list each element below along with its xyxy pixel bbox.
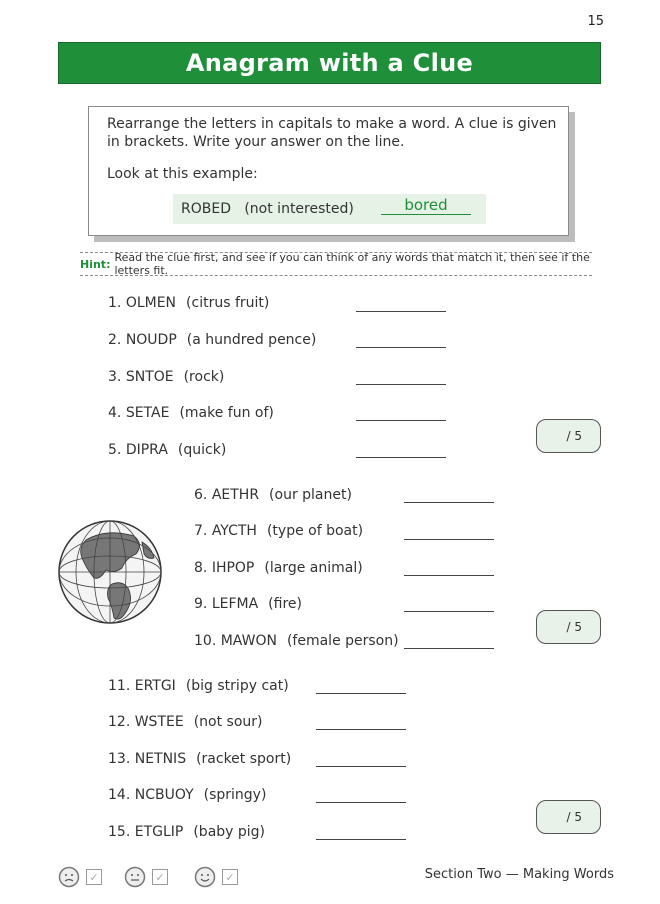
checkbox-icon[interactable]: ✓ [86, 869, 102, 885]
answer-line-15[interactable] [316, 839, 406, 840]
question-word: ETGLIP [134, 824, 184, 840]
instructions-line-1: Rearrange the letters in capitals to make a word. A clue is given [107, 116, 557, 132]
checkbox-icon[interactable]: ✓ [222, 869, 238, 885]
question-word: DIPRA [125, 442, 168, 458]
question-clue: (rock) [183, 369, 225, 385]
checkbox-icon[interactable]: ✓ [152, 869, 168, 885]
question-11 [108, 678, 289, 694]
self-assessment-sad[interactable] [58, 866, 102, 888]
answer-line-1[interactable] [356, 311, 446, 312]
question-14 [108, 787, 266, 803]
answer-line-11[interactable] [316, 693, 406, 694]
question-number: 14. [108, 787, 131, 803]
question-clue: (fire) [268, 596, 302, 612]
question-clue: (our planet) [269, 487, 352, 503]
answer-line-7[interactable] [404, 539, 494, 540]
answer-line-13[interactable] [316, 766, 406, 767]
answer-line-3[interactable] [356, 384, 446, 385]
instructions-box [88, 106, 569, 236]
question-number: 4. [108, 405, 122, 421]
happy-face-icon [194, 866, 216, 888]
question-clue: (citrus fruit) [186, 295, 270, 311]
question-clue: (springy) [203, 787, 267, 803]
question-number: 5. [108, 442, 122, 458]
question-word: NOUDP [125, 332, 177, 348]
answer-line-9[interactable] [404, 611, 494, 612]
question-9 [194, 596, 302, 612]
question-15 [108, 824, 265, 840]
example-answer: bored [381, 196, 471, 215]
question-word: IHPOP [211, 560, 255, 576]
hint-label: Hint: [80, 257, 111, 271]
example-text [181, 201, 354, 217]
answer-line-6[interactable] [404, 502, 494, 503]
question-6 [194, 487, 352, 503]
question-clue: (quick) [177, 442, 227, 458]
question-number: 2. [108, 332, 122, 348]
self-assessment-happy[interactable] [194, 866, 238, 888]
question-word: MAWON [220, 633, 277, 649]
question-word: LEFMA [211, 596, 259, 612]
question-13 [108, 751, 291, 767]
self-assessment-neutral[interactable] [124, 866, 168, 888]
question-clue: (make fun of) [179, 405, 274, 421]
question-number: 7. [194, 523, 208, 539]
question-clue: (baby pig) [193, 824, 266, 840]
question-number: 8. [194, 560, 208, 576]
hint-box [80, 252, 592, 276]
question-3 [108, 369, 224, 385]
globe-illustration [56, 518, 164, 626]
question-word: SNTOE [125, 369, 174, 385]
question-word: OLMEN [125, 295, 177, 311]
question-12 [108, 714, 263, 730]
question-word: AYCTH [211, 523, 257, 539]
instructions-line-3: Look at this example: [107, 166, 258, 182]
sad-face-icon [58, 866, 80, 888]
question-number: 9. [194, 596, 208, 612]
question-number: 1. [108, 295, 122, 311]
question-8 [194, 560, 363, 576]
question-number: 13. [108, 751, 131, 767]
question-clue: (type of boat) [266, 523, 364, 539]
answer-line-10[interactable] [404, 648, 494, 649]
answer-line-5[interactable] [356, 457, 446, 458]
answer-line-14[interactable] [316, 802, 406, 803]
question-10 [194, 633, 399, 649]
question-5 [108, 442, 226, 458]
question-word: NETNIS [134, 751, 187, 767]
footer-section-title: Section Two — Making Words [424, 867, 614, 882]
example-clue: (not interested) [244, 201, 354, 217]
question-clue: (female person) [286, 633, 399, 649]
example-word: ROBED [181, 201, 231, 217]
question-number: 15. [108, 824, 131, 840]
answer-line-4[interactable] [356, 420, 446, 421]
question-clue: (big stripy cat) [185, 678, 289, 694]
question-word: SETAE [125, 405, 170, 421]
answer-line-12[interactable] [316, 729, 406, 730]
question-number: 3. [108, 369, 122, 385]
question-1 [108, 295, 269, 311]
globe-icon [56, 518, 164, 626]
neutral-face-icon [124, 866, 146, 888]
score-box-3[interactable]: / 5 [536, 800, 601, 834]
question-word: AETHR [211, 487, 260, 503]
question-number: 12. [108, 714, 131, 730]
title-banner [58, 42, 601, 84]
question-number: 11. [108, 678, 131, 694]
page-number: 15 [587, 14, 604, 29]
question-clue: (large animal) [264, 560, 363, 576]
score-box-2[interactable]: / 5 [536, 610, 601, 644]
question-number: 6. [194, 487, 208, 503]
question-clue: (a hundred pence) [186, 332, 317, 348]
question-clue: (racket sport) [196, 751, 292, 767]
instructions-line-2: in brackets. Write your answer on the line. [107, 134, 405, 150]
hint-text: Read the clue first, and see if you can think of any words that match it, then see if the letters fit. [114, 251, 590, 277]
question-word: ERTGI [134, 678, 176, 694]
question-4 [108, 405, 274, 421]
answer-line-2[interactable] [356, 347, 446, 348]
question-number: 10. [194, 633, 217, 649]
question-clue: (not sour) [193, 714, 263, 730]
question-word: NCBUOY [134, 787, 194, 803]
question-word: WSTEE [134, 714, 184, 730]
score-box-1[interactable]: / 5 [536, 419, 601, 453]
example-box [173, 194, 486, 224]
answer-line-8[interactable] [404, 575, 494, 576]
question-2 [108, 332, 316, 348]
question-7 [194, 523, 363, 539]
page-title: Anagram with a Clue [185, 49, 474, 77]
